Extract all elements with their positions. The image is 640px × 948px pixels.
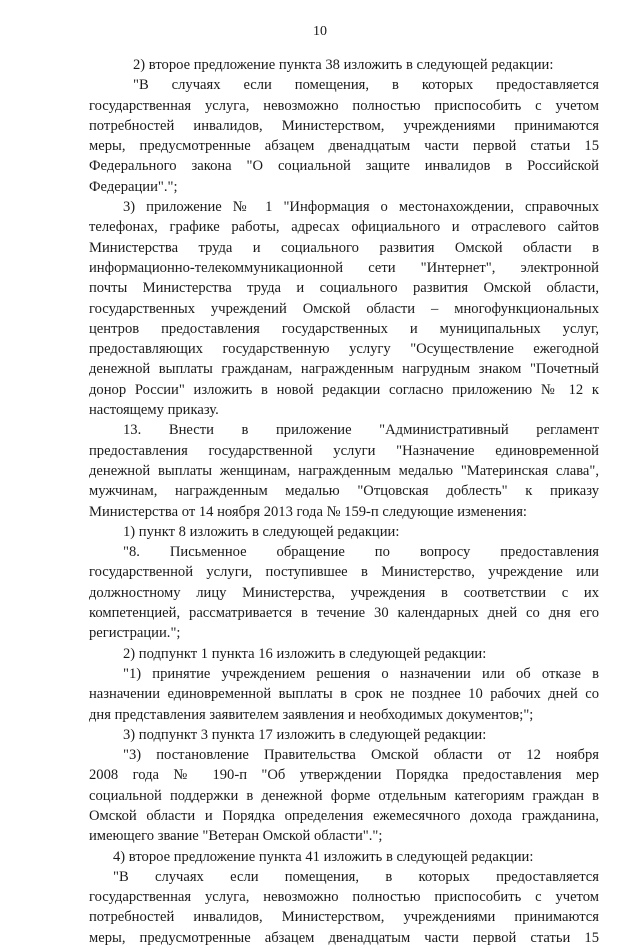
- text-line: 1) пункт 8 изложить в следующей редакции:: [123, 523, 400, 540]
- text-line: регистрации.";: [89, 625, 181, 642]
- text-line: Федерального закона "О социальной защите инвалидов в Российской: [89, 158, 599, 175]
- text-line: "8. Письменное обращение по вопросу предоставления: [123, 544, 599, 561]
- text-line: 2008 года № 190-п "Об утверждении Порядка предоставления мер: [89, 767, 599, 784]
- text-line: потребностей инвалидов, Министерством, учреждениями принимаются: [89, 909, 599, 926]
- text-line: настоящему приказу.: [89, 402, 219, 419]
- text-line: 3) подпункт 3 пункта 17 изложить в следующей редакции:: [123, 726, 487, 743]
- text-line: мужчинам, награжденным медалью "Отцовская доблесть" к приказу: [89, 483, 599, 500]
- text-line: информационно-телекоммуникационной сети "Интернет", электронной: [89, 259, 599, 276]
- text-line: имеющего звание "Ветеран Омской области".";: [89, 828, 383, 845]
- text-line: государственная услуга, невозможно полностью приспособить с учетом: [89, 97, 599, 114]
- text-line: должностному лицу Министерства, учреждения в соответствии с их: [89, 584, 599, 601]
- text-line: денежной выплаты женщинам, награжденным медалью "Материнская слава",: [89, 462, 599, 479]
- text-line: телефонах, графике работы, адресах официального и отраслевого сайтов: [89, 219, 599, 236]
- text-line: денежной выплаты гражданам, награжденным нагрудным знаком "Почетный: [89, 361, 599, 378]
- text-line: государственная услуга, невозможно полностью приспособить с учетом: [89, 889, 599, 906]
- text-line: "3) постановление Правительства Омской области от 12 ноября: [123, 747, 599, 764]
- text-line: 4) второе предложение пункта 41 изложить в следующей редакции:: [113, 848, 534, 865]
- document-body: [89, 55, 599, 948]
- text-line: предоставляющих государственную услугу "Осуществление ежегодной: [89, 341, 599, 358]
- text-line: Министерства от 14 ноября 2013 года № 159-п следующие изменения:: [89, 503, 527, 520]
- text-line: 2) второе предложение пункта 38 изложить в следующей редакции:: [133, 57, 554, 73]
- text-line: Омской области и Порядка определения ежемесячного дохода гражданина,: [89, 807, 599, 824]
- text-line: донор России" изложить в новой редакции согласно приложению № 12 к: [89, 381, 599, 398]
- text-line: потребностей инвалидов, Министерством, учреждениями принимаются: [89, 117, 599, 134]
- text-line: "1) принятие учреждением решения о назначении или об отказе в: [123, 665, 599, 682]
- text-line: назначении единовременной выплаты в срок не позднее 10 рабочих дней со: [89, 686, 599, 703]
- text-line: "В случаях если помещения, в которых предоставляется: [113, 868, 599, 885]
- text-line: дня представления заявителем заявления и необходимых документов;";: [89, 706, 534, 723]
- text-line: предоставления государственной услуги "Назначение единовременной: [89, 442, 599, 459]
- text-line: государственной услуги, поступившее в Министерство, учреждение или: [89, 564, 599, 581]
- page-number: 10: [313, 24, 327, 39]
- text-line: 13. Внести в приложение "Административный регламент: [123, 422, 599, 439]
- text-line: социальной поддержки в денежной форме отдельным категориям граждан в: [89, 787, 599, 804]
- text-line: компетенцией, рассматривается в течение 30 календарных дней со дня его: [89, 605, 599, 622]
- text-line: 3) приложение № 1 "Информация о местонахождении, справочных: [123, 199, 599, 216]
- text-line: меры, предусмотренные абзацем двенадцатым части первой статьи 15: [89, 929, 599, 946]
- text-line: Министерства труда и социального развития Омской области в: [89, 239, 599, 256]
- text-line: Федерации".";: [89, 178, 178, 195]
- text-line: "В случаях если помещения, в которых предоставляется: [133, 77, 599, 94]
- text-line: меры, предусмотренные абзацем двенадцатым части первой статьи 15: [89, 138, 599, 155]
- text-line: центров предоставления государственных и муниципальных услуг,: [89, 320, 599, 337]
- text-line: почты Министерства труда и социального развития Омской области,: [89, 280, 599, 297]
- text-line: государственных учреждений Омской области – многофункциональных: [89, 300, 599, 317]
- text-line: 2) подпункт 1 пункта 16 изложить в следующей редакции:: [123, 645, 487, 662]
